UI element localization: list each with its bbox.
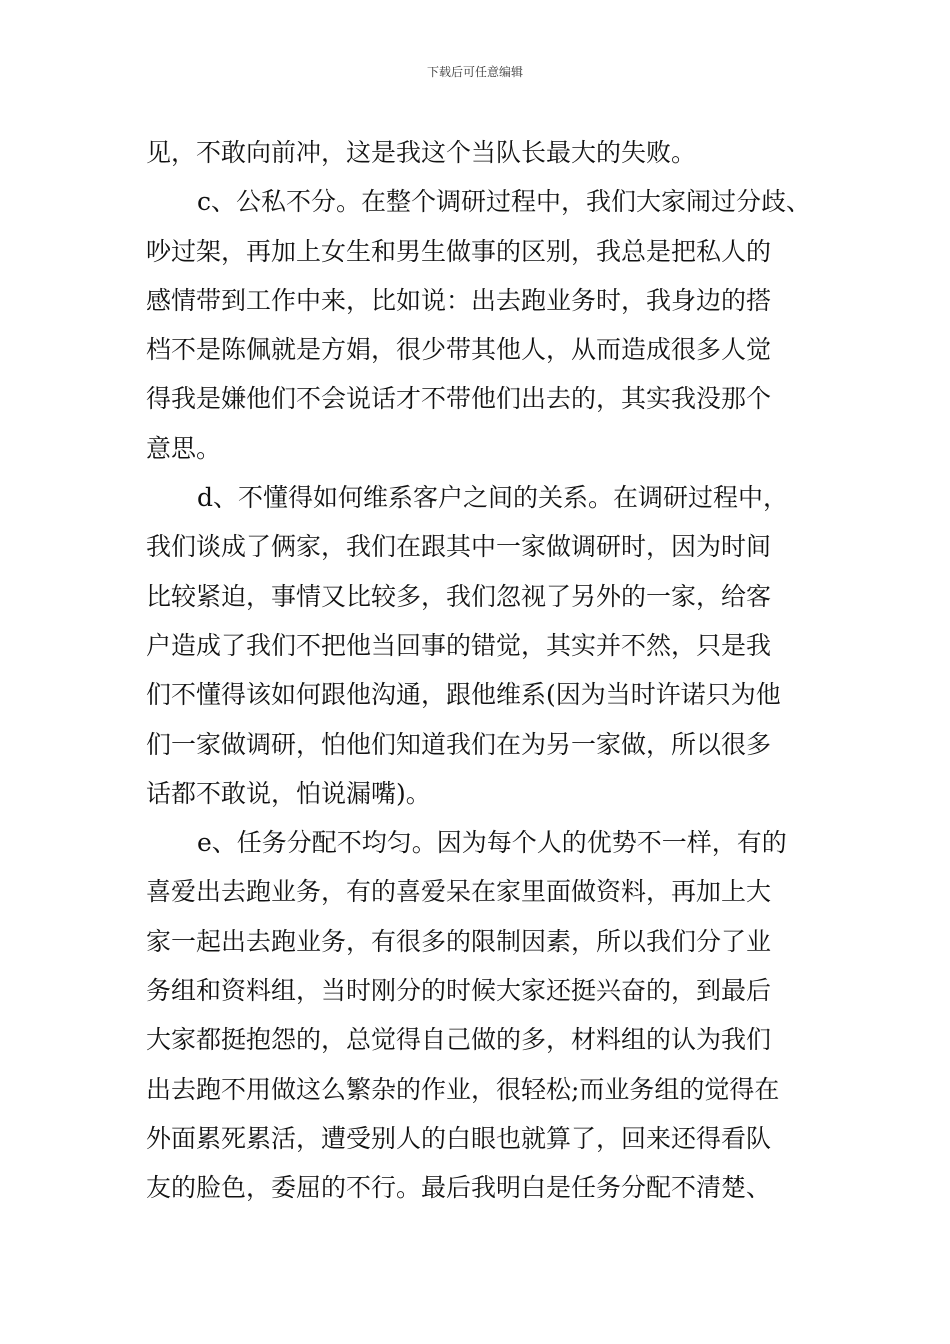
text-line: 话都不敢说，怕说漏嘴)。	[146, 778, 431, 808]
text-line: 吵过架，再加上女生和男生做事的区别，我总是把私人的	[146, 236, 772, 266]
page-header: 下载后可任意编辑	[426, 65, 523, 79]
text-line: 见，不敢向前冲，这是我这个当队长最大的失败。	[146, 138, 697, 167]
paragraph-e-start: e、任务分配不均匀。因为每个人的优势不一样，有的	[197, 828, 787, 858]
document-body	[146, 128, 812, 1213]
paragraph-c-start: c、公私不分。在整个调研过程中，我们大家闹过分歧、	[197, 187, 812, 217]
text-line: 户造成了我们不把他当回事的错觉，其实并不然，只是我	[146, 630, 772, 660]
paragraph-d-start: d、不懂得如何维系客户之间的关系。在调研过程中，	[197, 483, 789, 513]
text-line: 我们谈成了俩家，我们在跟其中一家做调研时，因为时间	[146, 532, 772, 562]
text-line: 喜爱出去跑业务，有的喜爱呆在家里面做资料，再加上大	[146, 877, 772, 907]
text-line: 感情带到工作中来，比如说：出去跑业务时，我身边的搭	[146, 285, 772, 315]
text-line: 家一起出去跑业务，有很多的限制因素，所以我们分了业	[146, 926, 772, 956]
text-line: 出去跑不用做这么繁杂的作业，很轻松;而业务组的觉得在	[146, 1074, 780, 1104]
text-line: 比较紧迫，事情又比较多，我们忽视了另外的一家，给客	[146, 581, 772, 611]
text-line: 务组和资料组，当时刚分的时候大家还挺兴奋的，到最后	[146, 976, 772, 1006]
text-line: 档不是陈佩就是方娟，很少带其他人，从而造成很多人觉	[146, 335, 772, 365]
text-line: 们一家做调研，怕他们知道我们在为另一家做，所以很多	[146, 729, 772, 759]
text-line: 外面累死累活，遭受别人的白眼也就算了，回来还得看队	[146, 1123, 772, 1153]
text-line: 们不懂得该如何跟他沟通，跟他维系(因为当时许诺只为他	[146, 680, 781, 710]
text-line: 意思。	[146, 433, 222, 463]
text-line: 友的脸色，委屈的不行。最后我明白是任务分配不清楚、	[146, 1173, 772, 1203]
text-line: 得我是嫌他们不会说话才不带他们出去的，其实我没那个	[146, 384, 772, 414]
text-line: 大家都挺抱怨的，总觉得自己做的多，材料组的认为我们	[146, 1025, 772, 1055]
